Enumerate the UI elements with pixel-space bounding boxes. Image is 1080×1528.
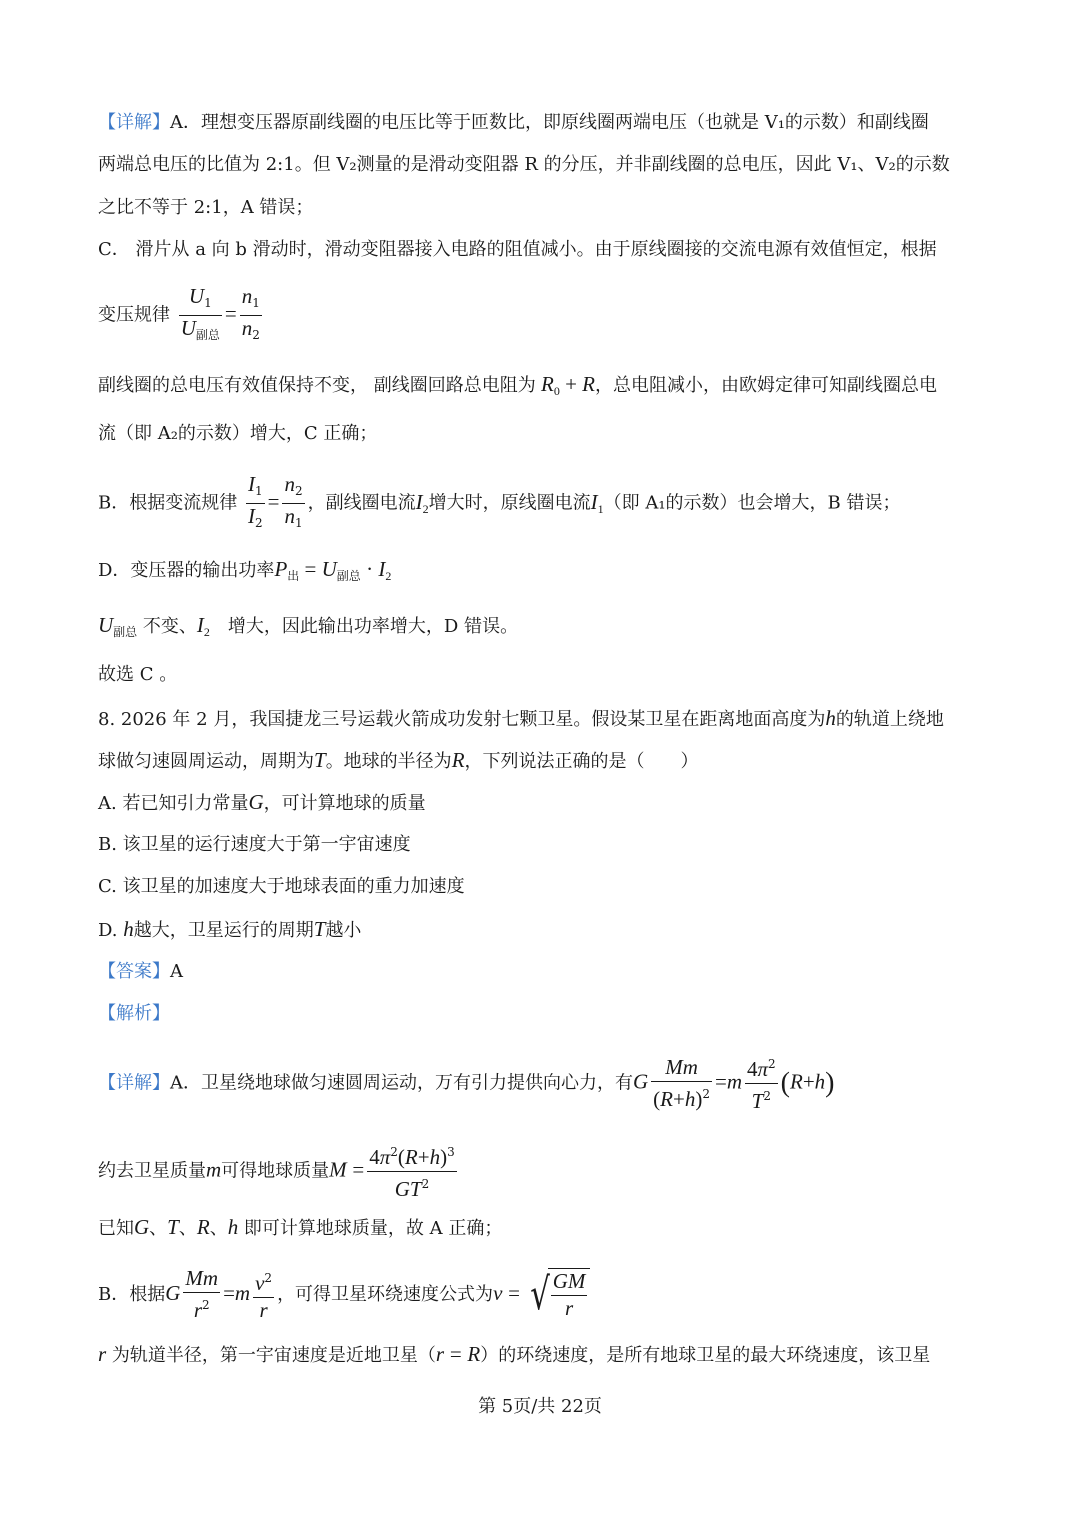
formula-gravity: $\frac{Mm}{(R+h)^2}$ — [653, 1054, 710, 1111]
analysis-line — [98, 1002, 984, 1026]
solution-b-line1: B．根据G $\frac{Mm}{r^2}$ =m $\frac{v^2}{r}$ ，可得卫星环绕速度公式为v = √ $\frac{GM}{r}$ — [98, 1266, 984, 1324]
q8-line1: 8. 2026 年 2 月，我国捷龙三号运载火箭成功发射七颗卫星。假设某卫星在距离地面高度为h的轨道上绕地 — [98, 706, 944, 730]
formula-power: $P_出 = U_{副总} \cdot I_2$ — [274, 557, 392, 583]
answer-tag: 【答案】 — [98, 961, 170, 982]
para-b-line: B．根据变流规律 $\frac{I_1}{I_2}$ = $\frac{n_2}{n_1}$ ，副线圈电流$I_2$增大时，原线圈电流$I_1$（即 A₁的示数）也会增大，B 错误； — [98, 472, 984, 535]
text: D. — [98, 920, 118, 941]
text: 。地球的半径为 — [325, 751, 452, 772]
text: 的轨道上绕地 — [835, 709, 944, 730]
para-c-line3 — [98, 372, 984, 403]
text: 越小 — [325, 920, 362, 941]
formula-turns-inverse: $\frac{n_2}{n_1}$ — [284, 472, 303, 530]
text: 副线圈的总电压有效值保持不变， 副线圈回路总电阻为 — [98, 375, 536, 396]
q8-option-c: C. 该卫星的加速度大于地球表面的重力加速度 — [98, 876, 465, 897]
detail-tag: 【详解】 — [98, 112, 170, 133]
para-c-line4: 流（即 A₂的示数）增大，C 正确； — [98, 423, 378, 444]
text: 可得地球质量 — [221, 1160, 330, 1182]
formula-orbital-velocity: √ $\frac{GM}{r}$ — [526, 1268, 591, 1322]
formula-earth-mass: $\frac{4\pi^2(R+h)^3}{GT^2}$ — [367, 1140, 456, 1203]
text: 不变、 — [142, 616, 197, 637]
page-footer: 第 5页/共 22页 — [478, 1396, 602, 1417]
text: ，总电阻减小，由欧姆定律可知副线圈总电 — [594, 375, 937, 396]
answer-line — [98, 960, 984, 984]
formula-centripetal: $\frac{4\pi^2}{T^2}$ — [745, 1052, 778, 1115]
q8-option-b: B. 该卫星的运行速度大于第一宇宙速度 — [98, 834, 411, 855]
para-detail-1-line3: 之比不等于 2:1，A 错误； — [98, 197, 314, 218]
solution-a-line1: 【详解】A．卫星绕地球做匀速圆周运动，万有引力提供向心力，有G $\frac{Mm}{(R+h)^2}$ =m $\frac{4\pi^2}{T^2}$ (R+h) — [98, 1052, 984, 1115]
text: 增大，因此输出功率增大，D 错误。 — [227, 616, 519, 637]
text: ，下列说法正确的是（ ） — [464, 751, 699, 772]
text: 越大，卫星运行的周期 — [133, 920, 314, 941]
text: B．根据 — [98, 1284, 166, 1305]
text: 球做匀速圆周运动，周期为 — [98, 751, 314, 772]
para-d-line2: $U_{副总}$ 不变、$I_2$ 增大，因此输出功率增大，D 错误。 — [98, 613, 519, 639]
text: ，可计算地球的质量 — [263, 793, 426, 814]
text: ）的环绕速度，是所有地球卫星的最大环绕速度，该卫星 — [480, 1345, 931, 1366]
formula-v-squared: $\frac{v^2}{r}$ — [253, 1266, 274, 1324]
formula-resistance: $R_0 + R$ — [535, 372, 595, 398]
formula-turns-ratio: $\frac{n_1}{n_2}$ — [241, 284, 260, 342]
solution-a-line2: 约去卫星质量m可得地球质量M = $\frac{4\pi^2(R+h)^3}{GT^2}$ — [98, 1140, 984, 1203]
text: 即可计算地球质量，故 A 正确； — [243, 1218, 503, 1239]
q8-option-a: A. 若已知引力常量G，可计算地球的质量 — [98, 790, 426, 814]
para-detail-1-line1 — [98, 111, 984, 135]
para-detail-1-line2: 两端总电压的比值为 2:1。但 V₂测量的是滑动变阻器 R 的分压，并非副线圈的总电压，因此 V₁、V₂的示数 — [98, 154, 950, 175]
para-c-line1: C． 滑片从 a 向 b 滑动时，滑动变阻器接入电路的阻值减小。由于原线圈接的交流电源有效值恒定，根据 — [98, 239, 937, 260]
text: ，可得卫星环绕速度公式为 — [277, 1284, 494, 1305]
text: 变压规律 — [98, 304, 170, 326]
formula-voltage-ratio: $\frac{U_1}{U_{副总}}$ — [180, 284, 220, 342]
answer-value: A — [170, 961, 183, 982]
formula-gravity-r: $\frac{Mm}{r^2}$ — [185, 1266, 219, 1322]
choice-line: 故选 C 。 — [98, 664, 178, 685]
para-d-line1 — [98, 557, 984, 588]
text: 已知 — [98, 1218, 134, 1239]
para-c-formula-line: 变压规律 $\frac{U_1}{U_{副总}}$ = $\frac{n_1}{n_2}$ — [98, 284, 984, 347]
detail-tag: 【详解】 — [98, 1072, 170, 1094]
text: ，副线圈电流 — [307, 492, 416, 514]
text: （即 A₁的示数）也会增大，B 错误； — [603, 492, 901, 514]
text: 为轨道半径，第一宇宙速度是近地卫星（ — [111, 1345, 436, 1366]
q8-line2: 球做匀速圆周运动，周期为T。地球的半径为R，下列说法正确的是（ ） — [98, 748, 699, 772]
solution-b-line2: r 为轨道半径，第一宇宙速度是近地卫星（r = R）的环绕速度，是所有地球卫星的最大环绕速度，该卫星 — [98, 1342, 931, 1366]
analysis-tag: 【解析】 — [98, 1003, 170, 1024]
text: D．变压器的输出功率 — [98, 560, 275, 581]
text: B．根据变流规律 — [98, 492, 238, 514]
text: 8. 2026 年 2 月，我国捷龙三号运载火箭成功发射七颗卫星。假设某卫星在距离地面高度为 — [98, 709, 826, 730]
q8-option-d: D. h越大，卫星运行的周期T越小 — [98, 917, 362, 941]
text: 增大时，原线圈电流 — [428, 492, 591, 514]
text: A. 若已知引力常量 — [98, 793, 249, 814]
text: 约去卫星质量 — [98, 1160, 206, 1182]
formula-current-ratio: $\frac{I_1}{I_2}$ — [247, 472, 263, 530]
text: A．理想变压器原副线圈的电压比等于匝数比，即原线圈两端电压（也就是 V₁的示数）和副线圈 — [170, 112, 929, 133]
solution-a-line3: 已知G、T、R、h 即可计算地球质量，故 A 正确； — [98, 1215, 503, 1239]
text: A．卫星绕地球做匀速圆周运动，万有引力提供向心力，有 — [170, 1072, 633, 1094]
